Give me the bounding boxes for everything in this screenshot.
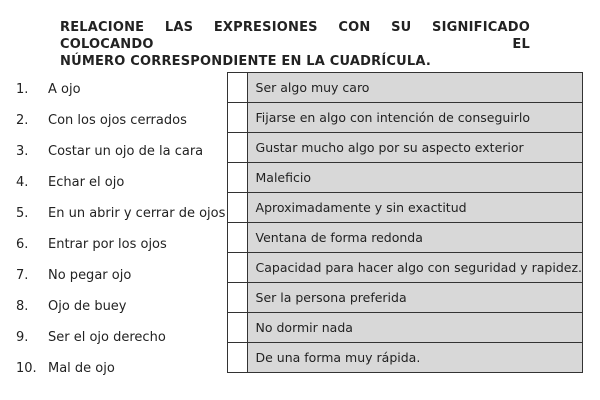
expression-text: En un abrir y cerrar de ojos: [48, 206, 226, 221]
expression-text: No pegar ojo: [48, 268, 132, 283]
instructions-line-2: NÚMERO CORRESPONDIENTE EN LA CUADRÍCULA.: [60, 54, 431, 69]
grid-row: [228, 313, 583, 343]
answer-box[interactable]: [228, 163, 248, 193]
expression-number: 4.: [16, 175, 29, 190]
answer-grid: [227, 72, 583, 373]
answer-box[interactable]: [228, 313, 248, 343]
instructions-heading: [60, 19, 530, 70]
answer-box[interactable]: [228, 343, 248, 373]
expressions-list: [16, 74, 231, 384]
answer-box[interactable]: [228, 193, 248, 223]
meaning-cell: No dormir nada: [247, 313, 582, 343]
expression-text: Costar un ojo de la cara: [48, 144, 204, 159]
expression-item: [16, 105, 231, 136]
expression-number: 5.: [16, 206, 29, 221]
expression-item: [16, 136, 231, 167]
grid-row: [228, 343, 583, 373]
expression-item: [16, 229, 231, 260]
expression-text: A ojo: [48, 82, 81, 97]
grid-row: [228, 103, 583, 133]
answer-box[interactable]: [228, 133, 248, 163]
expression-number: 1.: [16, 82, 29, 97]
answer-box[interactable]: [228, 223, 248, 253]
expression-item: [16, 74, 231, 105]
expression-item: [16, 291, 231, 322]
expression-text: Echar el ojo: [48, 175, 125, 190]
expression-number: 10.: [16, 361, 37, 376]
grid-row: [228, 133, 583, 163]
answer-box[interactable]: [228, 103, 248, 133]
meaning-cell: Ser la persona preferida: [247, 283, 582, 313]
expression-number: 8.: [16, 299, 29, 314]
meaning-cell: Gustar mucho algo por su aspecto exterior: [247, 133, 582, 163]
answer-box[interactable]: [228, 73, 248, 103]
meaning-cell: Aproximadamente y sin exactitud: [247, 193, 582, 223]
grid-row: [228, 283, 583, 313]
grid-row: [228, 193, 583, 223]
expression-item: [16, 353, 231, 384]
meaning-cell: Fijarse en algo con intención de conseguirlo: [247, 103, 582, 133]
grid-row: [228, 223, 583, 253]
grid-row: [228, 73, 583, 103]
expression-number: 9.: [16, 330, 29, 345]
expression-item: [16, 260, 231, 291]
instructions-line-1: RELACIONE LAS EXPRESIONES CON SU SIGNIFICADO COLOCANDO EL: [60, 20, 530, 52]
answer-box[interactable]: [228, 283, 248, 313]
expression-text: Ojo de buey: [48, 299, 127, 314]
expression-item: [16, 167, 231, 198]
expression-number: 6.: [16, 237, 29, 252]
meaning-cell: De una forma muy rápida.: [247, 343, 582, 373]
meaning-cell: Capacidad para hacer algo con seguridad y rapidez.: [247, 253, 582, 283]
expression-text: Ser el ojo derecho: [48, 330, 166, 345]
grid-row: [228, 163, 583, 193]
answer-box[interactable]: [228, 253, 248, 283]
meaning-cell: Ventana de forma redonda: [247, 223, 582, 253]
meaning-cell: Maleficio: [247, 163, 582, 193]
expression-item: [16, 198, 231, 229]
expression-number: 3.: [16, 144, 29, 159]
expression-number: 2.: [16, 113, 29, 128]
meaning-cell: Ser algo muy caro: [247, 73, 582, 103]
expression-number: 7.: [16, 268, 29, 283]
expression-item: [16, 322, 231, 353]
expression-text: Mal de ojo: [48, 361, 115, 376]
grid-row: [228, 253, 583, 283]
expression-text: Con los ojos cerrados: [48, 113, 187, 128]
expression-text: Entrar por los ojos: [48, 237, 167, 252]
